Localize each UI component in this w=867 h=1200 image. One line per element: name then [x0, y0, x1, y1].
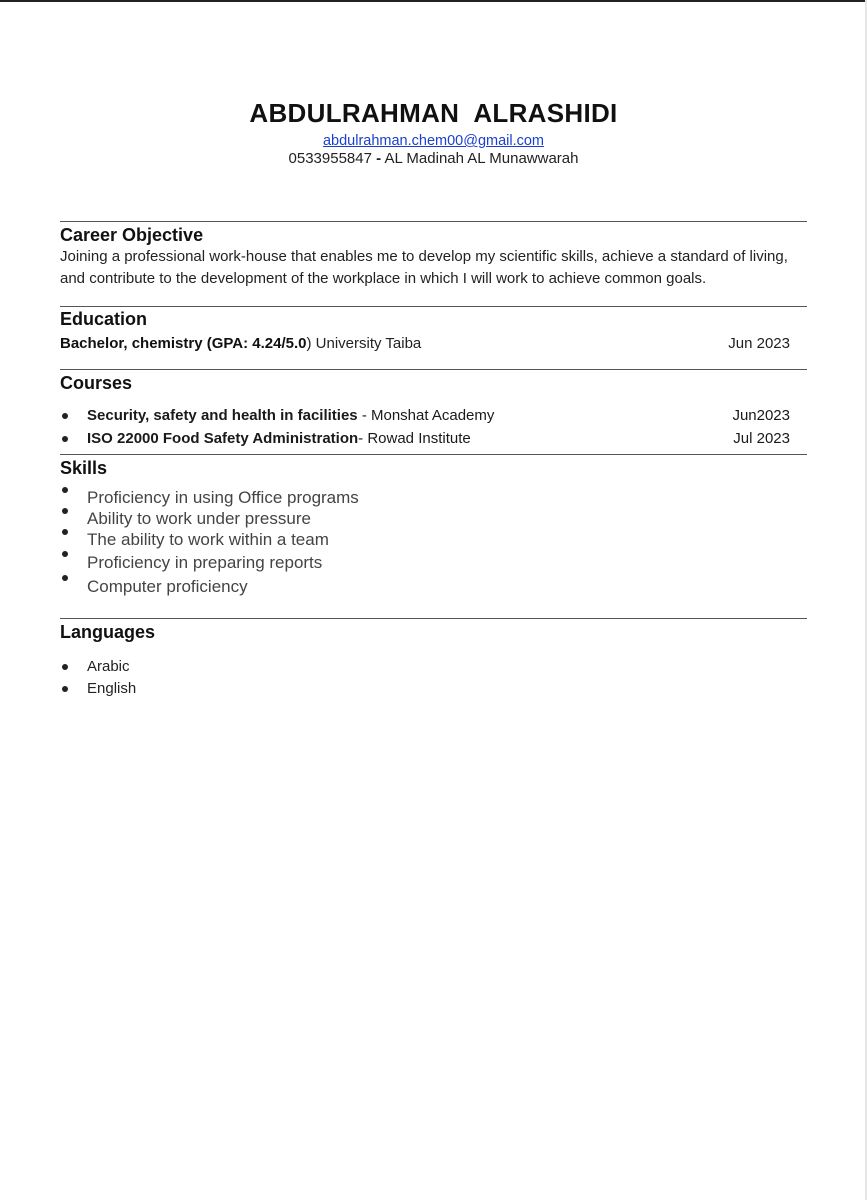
course-provider: - Monshat Academy — [357, 407, 495, 424]
skill-text: Proficiency in preparing reports — [87, 553, 323, 572]
phone-number: 0533955847 — [288, 150, 372, 167]
list-item — [60, 508, 807, 529]
education-institution: ) University Taiba — [306, 335, 422, 352]
skill-text: Ability to work under pressure — [87, 509, 311, 528]
list-item — [60, 487, 807, 508]
course-date: Jun2023 — [732, 407, 790, 424]
education-item — [60, 335, 807, 352]
course-name: ISO 22000 Food Safety Administration — [87, 430, 359, 447]
courses-list — [60, 404, 807, 450]
section-title-courses: Courses — [60, 373, 133, 393]
list-item — [60, 427, 807, 450]
list-item — [60, 529, 807, 550]
list-item — [60, 404, 807, 427]
course-provider: - Rowad Institute — [358, 430, 471, 447]
skills-list — [60, 487, 807, 599]
section-divider-education — [60, 306, 807, 307]
resume-page — [60, 0, 807, 700]
list-item — [60, 551, 807, 575]
section-title-skills: Skills — [60, 458, 108, 478]
language-text: English — [87, 680, 137, 697]
list-item — [60, 656, 807, 678]
contact-line — [60, 150, 807, 167]
skill-text: Proficiency in using Office programs — [87, 488, 359, 507]
skill-text: The ability to work within a team — [87, 530, 329, 549]
education-degree: Bachelor, chemistry (GPA: 4.24/5.0 — [60, 335, 307, 352]
section-title-career-objective: Career Objective — [60, 225, 204, 245]
course-date: Jul 2023 — [733, 430, 790, 447]
contact-separator: - — [376, 150, 382, 167]
languages-list — [60, 656, 807, 700]
section-divider-languages — [60, 618, 807, 619]
career-objective-text: Joining a professional work-house that enables me to develop my scientific skills, achieve a standard of living, and contribute to the development of the workplace in which I will work to achieve common goals. — [60, 248, 788, 287]
section-divider-skills — [60, 454, 807, 455]
course-name: Security, safety and health in facilities — [87, 407, 358, 424]
section-title-languages: Languages — [60, 622, 156, 642]
location: AL Madinah AL Munawwarah — [384, 150, 579, 167]
list-item — [60, 575, 807, 599]
resume-header — [60, 98, 807, 167]
section-title-education: Education — [60, 309, 148, 329]
education-date: Jun 2023 — [728, 335, 790, 352]
list-item — [60, 678, 807, 700]
section-divider-objective — [60, 221, 807, 222]
skill-text: Computer proficiency — [87, 577, 248, 596]
candidate-name: ABDULRAHMAN ALRASHIDI — [249, 98, 618, 128]
section-divider-courses — [60, 369, 807, 370]
language-text: Arabic — [87, 658, 130, 675]
email-link[interactable]: abdulrahman.chem00@gmail.com — [322, 133, 545, 149]
